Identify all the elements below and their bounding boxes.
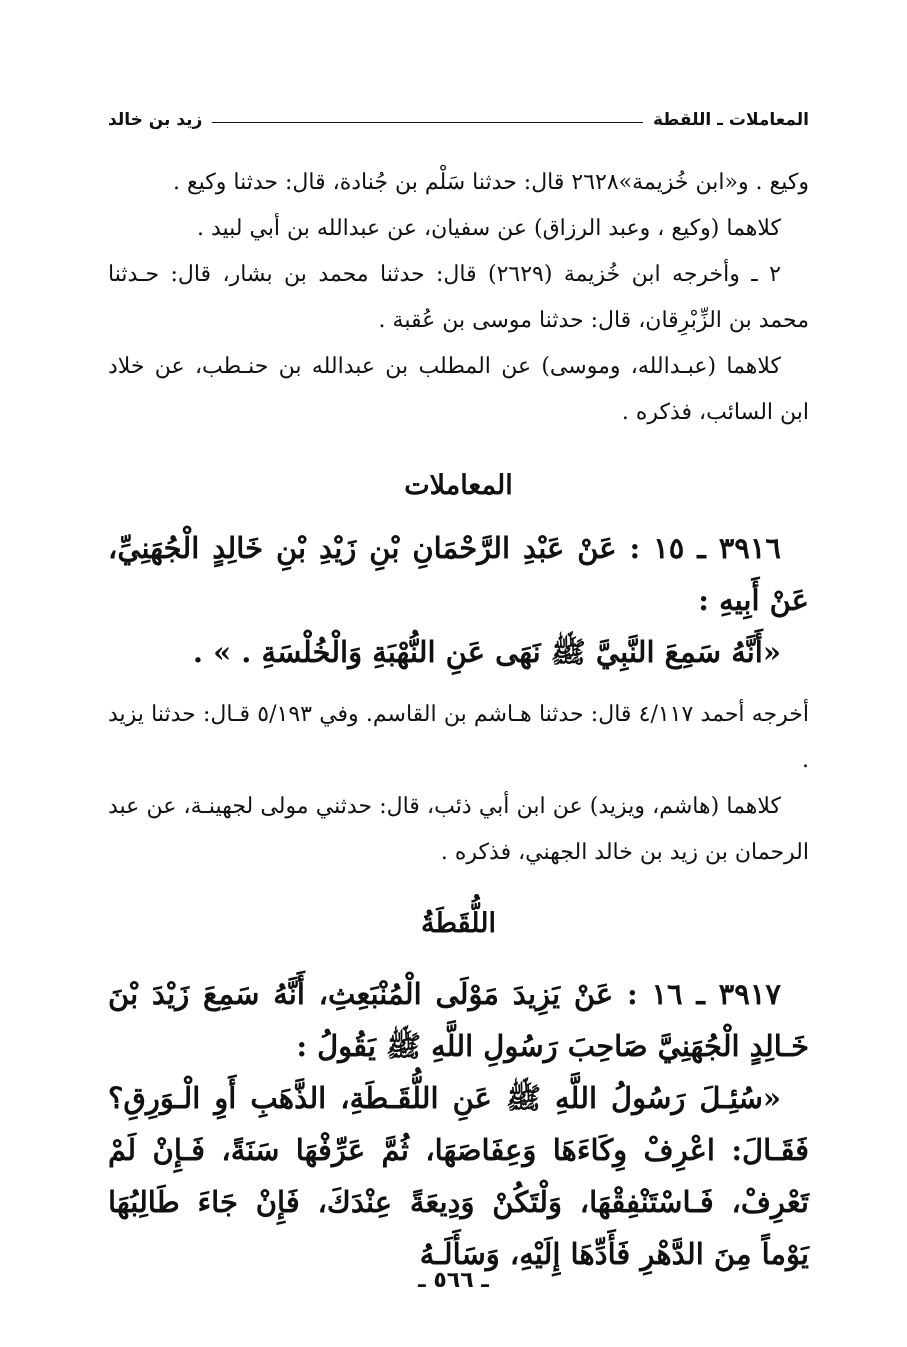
note-paragraph: ٢ ـ وأخرجه ابن خُزيمة (٢٦٢٩) قال: حدثنا محمد بن بشار، قال: حـدثنا محمد بن الزِّبْرِقان، قال: حدثنا موسى بن عُقبة . — [108, 262, 809, 333]
header-narrator-title: زيد بن خالد — [108, 110, 203, 130]
hadith-block-1 — [108, 522, 809, 678]
header-chapter-title: المعاملات ـ اللقطة — [652, 110, 809, 130]
header-rule — [212, 122, 643, 123]
section-title-luqata: اللُّقَطَةُ — [421, 908, 496, 939]
note-paragraph: كلاهما (هاشم، ويزيد) عن ابن أبي ذئب، قال: حدثني مولى لجهينـة، عن عبد الرحمان بن زيد بن خالد الجهني، فذكره . — [108, 794, 809, 865]
hadith-block-2 — [108, 968, 809, 1280]
note-paragraph: أخرجه أحمد ٤/١١٧ قال: حدثنا هـاشم بن القاسم. وفي ٥/١٩٣ قـال: حدثنا يزيد . — [108, 702, 809, 773]
hadith-text: «سُئِـلَ رَسُولُ اللَّهِ ﷺ عَنِ اللُّقَـطَةِ، الذَّهَبِ أَوِ الْـوَرِقِ؟ فَقَـالَ: اعْرِفْ وِكَاءَهَا وَعِفَاصَهَا، ثُمَّ عَرِّفْهَا سَنَةً، فَـإِنْ لَمْ تَعْرِفْ، فَـاسْتَنْفِقْهَا، وَلْتَكُنْ وَدِيعَةً عِنْدَكَ، فَإِنْ جَاءَ طَالِبُهَا يَوْماً مِنَ الدَّهْرِ فَأَدِّهَا إِلَيْهِ، وَسَأَلَـهُ — [108, 1081, 809, 1271]
running-header — [108, 110, 809, 130]
hadith-intro: ٣٩١٦ ـ ١٥ : عَنْ عَبْدِ الرَّحْمَانِ بْنِ زَيْدِ بْنِ خَالِدٍ الْجُهَنِيِّ، عَنْ أَبِيهِ : — [108, 531, 809, 617]
section-title-muamalat: المعاملات — [404, 470, 513, 501]
note-paragraph: وكيع . و«ابن خُزيمة»٢٦٢٨ قال: حدثنا سَلْم بن جُنادة، قال: حدثنا وكيع . — [172, 170, 809, 195]
note-paragraph: كلاهما (عبـدالله، وموسى) عن المطلب بن عبدالله بن حنـطب، عن خلاد ابن السائب، فذكره . — [108, 354, 809, 425]
top-notes — [108, 160, 809, 436]
note-paragraph: كلاهما (وكيع ، وعبد الرزاق) عن سفيان، عن عبدالله بن أبي لبيد . — [196, 216, 781, 241]
page-number: ـ ٥٦٦ ـ — [418, 1268, 489, 1293]
hadith-intro: ٣٩١٧ ـ ١٦ : عَنْ يَزِيدَ مَوْلَى الْمُنْبَعِثِ، أَنَّهُ سَمِعَ زَيْدَ بْنَ خَـالِدٍ الْجُهَنِيَّ صَاحِبَ رَسُولِ اللَّهِ ﷺ يَقُولُ : — [108, 977, 809, 1063]
hadith-text: «أَنَّهُ سَمِعَ النَّبِيَّ ﷺ نَهَى عَنِ النُّهْبَةِ وَالْخُلْسَةِ . » . — [192, 635, 781, 669]
hadith-notes-1 — [108, 692, 809, 876]
